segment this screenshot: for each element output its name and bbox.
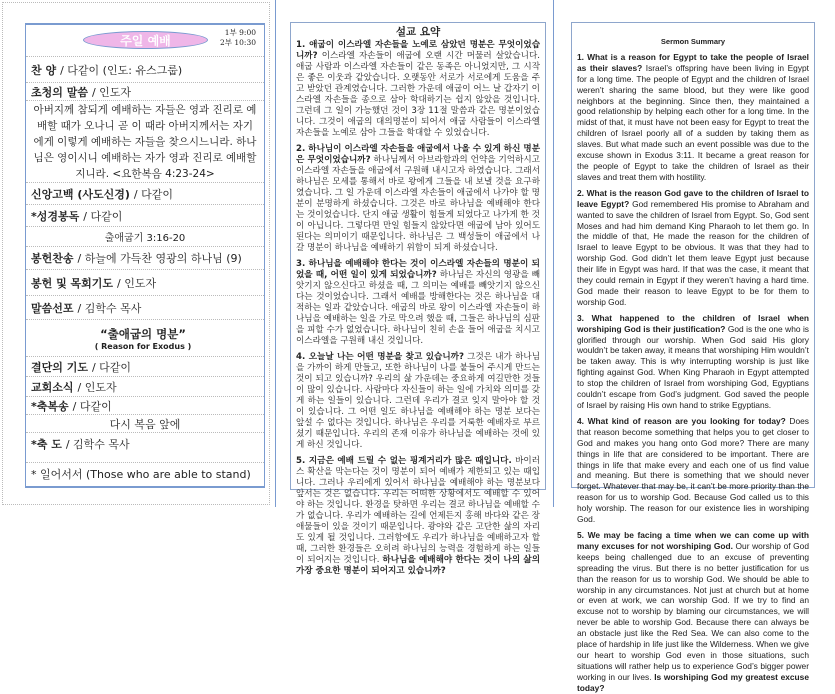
blessing-song-title: 다시 복음 앞에 (26, 415, 264, 433)
order-item (26, 357, 264, 377)
worship-title: 주일 예배 (83, 31, 208, 49)
order-item (26, 296, 264, 320)
question: 4. What kind of reason are you looking for today? (577, 415, 786, 426)
order-item (26, 247, 264, 270)
korean-sermon-summary (290, 22, 546, 576)
summary-section (296, 144, 540, 254)
second-service-time: 2부 10:30 (219, 38, 256, 47)
question: 1. 애굽이 이스라엘 자손들을 노예로 삼았던 명분은 무엇이었습니까? (296, 40, 540, 61)
answer: Our worship of God keeps being challenged due to an excuse of preventing spreading the virus. But there is no better justification for us than the reason for us to worship God. We should be able to worship in any circumstances. Not just at church but at home or even at work, we can worship God. If we try to find an excuse not to worship by blaming our circumstances, we will never be able to worship God. Because there can always be an obstacle just like the Red Sea. We can also come to the place of hardship in life just like the Wilderness. When we give our heart to worship God even in those situations, such situations will rather help us to experience God’s bigger power working in our lives. (577, 540, 809, 682)
order-item (26, 377, 264, 397)
item-detail: / 김학수 목사 (77, 301, 142, 315)
question: 1. What is a reason for Egypt to take the people of Israel as their slaves? (577, 51, 809, 73)
closing-question: 하나님을 예배해야 한다는 것이 나의 삶의 가장 중요한 명분이 되어지고 있습니까? (296, 555, 540, 576)
order-item (26, 183, 264, 205)
order-item (26, 397, 264, 415)
order-item (26, 83, 264, 101)
summary-section (296, 259, 540, 347)
item-detail: / 하늘에 가득찬 영광의 하나님 (9) (77, 252, 242, 265)
reading-passage: 출애굽기 3:16-20 (26, 227, 264, 247)
item-detail: / 다같이 (91, 360, 132, 374)
question: 4. 오늘날 나는 어떤 명분을 찾고 있습니까? (296, 352, 464, 362)
summary-title: 설교 요약 (395, 26, 441, 38)
question: 3. What happened to the children of Israel when worshiping God is their justification? (577, 312, 809, 334)
answer: 바이러스 확산을 막는다는 것이 명분이 되어 예배가 제한되고 있는 때입니다. 그러나 우리에게 있어서 하나님을 예배해야 하는 명분보다 앞서는 것은 없습니다. 우리는 어떠한 상황에서도 예배할 수 있어야 하는 것입니다. 환경을 탓하면 우리는 결코 하나님을 예배할 수가 없습니다. 우리가 예배하는 길에 언제든지 홍해 바다와 같은 장애물들이 있을 것이기 때문입니다. 광야와 같은 고단한 삶의 자리도 있게 될 것입니다. 그러함에도 우리가 하나님을 예배하고자 할 때, 그러한 환경들은 오히려 하나님의 능력을 경험하게 하는 일들이 되어지는 것입니다. (296, 456, 541, 565)
sermon-title: “출애굽의 명분” (100, 326, 186, 341)
answer: God is the one who is glorified through our worship. When God said His glory wouldn’t be taken away, it means that worshiping Him wouldn’t be taken away. This is why interrupting worship is just like fighting against God. When King Pharaoh in Egypt attempted to stop the children of Israel from worshiping God, Egyptians couldn’t escape from God’s judgment. God saved the people of Israel by raising His own hand to strike Egyptians. (577, 323, 809, 410)
item-label: 봉헌 및 목회기도 (31, 276, 114, 290)
answer: Israel’s offspring have been living in Egypt for a long time. The people of Egypt and the children of Israel weren’t sharing the same blood, but they were like good neighbors at the beginning. Since then, they maintained a good relationship by helping each other for a long time. In the midst of that, it must have not been easy for Egypt to treat the children of Israel poorly all of a sudden by taking them as slaves. But what made such an event possible was due to the excuse shown in Exodus 3:11. It became a great reason for the people of Egypt to take the children of Israel as their slaves and treat them with hostility. (577, 62, 809, 182)
summary-section (296, 352, 540, 451)
page-divider (275, 0, 276, 507)
service-times (220, 28, 256, 48)
footnote: * 일어서서 (Those who are able to stand) (31, 468, 251, 481)
item-detail: / 인도자 (117, 276, 157, 290)
summary-section (577, 52, 809, 183)
item-label: 교회소식 (31, 380, 74, 394)
item-label: 찬 양 (31, 64, 57, 77)
item-detail: / 김학수 목사 (65, 438, 130, 451)
question: 2. 하나님이 이스라엘 자손들을 애굽에서 나올 수 있게 하신 명분은 무엇이었습니까? (296, 144, 540, 165)
page-divider (553, 0, 554, 507)
item-label: 봉헌찬송 (31, 252, 74, 265)
order-of-worship (25, 23, 265, 488)
summary-section (577, 416, 809, 525)
first-service-time: 1부 9:00 (224, 28, 256, 37)
summary-section (296, 456, 540, 577)
sermon-title-block (26, 320, 264, 357)
question: 5. We may be facing a time when we can come up with many excuses for not worshiping God. (577, 529, 809, 551)
bulletin-page (2, 2, 270, 505)
order-item (26, 58, 264, 83)
order-item (26, 270, 264, 296)
summary-section (577, 188, 809, 308)
question: 2. What is the reason God gave to the children of Israel to leave Egypt? (577, 187, 809, 209)
answer: God remembered His promise to Abraham and wanted to save the children of Israel from Egypt. So, God sent Moses and had him demand King Pharaoh to let them go. In the middle of that, He made the reason for the children of Israel to leave Egypt to be obvious. It was that they had to worship God. God didn’t let them leave Egypt just because their life in Egypt was hard. If that was the case, it meant that they could remain in Egypt if they weren’t having a hard time. God made their reason to leave Egypt to be for them to worship God. (577, 198, 809, 307)
closing-question: Is worshiping God my greatest excuse today? (577, 671, 809, 693)
item-detail: / 다같이 (83, 209, 123, 223)
answer: 이스라엘 자손들이 애굽에 오랜 시간 머물러 살았습니다. 애굽 사람과 이스라엘 자손들이 같은 동족은 아니었지만, 그 시작은 좋은 이웃과 같았습니다. 오랫동안 서로가 서로에게 도움을 주고 받았던 관계였습니다. 그러한 가운데 애굽이 어느 날 갑자기 이스라엘 자손들을 종으로 삼아 학대하기는 쉽지 않았을 것입니다. 그런데 그 일이 가능했던 것이 3장 11절 말씀과 같은 명분이었습니다. 그것이 애굽의 대의명분이 되어서 애굽 사람들이 이스라엘 자손들을 노예로 삼아 그들을 학대할 수 있었습니다. (296, 51, 540, 138)
summary-section (577, 313, 809, 411)
answer: Does that reason become something that helps you to get closer to God and makes you hang onto God more? There are many things in life that are considered to be important. There are things in life that make every and each one of us find value and meaning. But there is something that we should never forget. Whatever that may be, it can’t be more priority than the reason for us to worship God. Because God called us to this holy worship. The reason for our existence lies in worshiping God. (577, 415, 809, 525)
item-label: 말씀선포 (31, 301, 74, 315)
item-label: *축복송 (31, 399, 69, 413)
item-detail: / 인도자 (77, 380, 117, 394)
item-label: *성경봉독 (31, 209, 80, 223)
order-item (26, 433, 264, 463)
sermon-subtitle: ( Reason for Exodus ) (94, 341, 192, 351)
worship-header (26, 25, 264, 57)
answer: 하나님께서 아브라함과의 언약을 기억하시고 이스라엘 자손들을 애굽에서 구원해 내시고자 하였습니다. 그래서 하나님은 모세를 통해서 바로 왕에게 그들을 내 보낼 것을 요구하였습니다. 그 일 가운데 이스라엘 자손들이 애굽에서 나가야 할 명분이 분명하게 하셨습니다. 그것은 바로 하나님을 예배해야 한다는 것이었습니다. 단지 애굽 생활이 힘들게 되었다고 나가게 한 것이 아닙니다. 그렇다면 만일 힘들지 않았다면 애굽에 남아 있어도 된다는 의미이기 때문입니다. 하나님은 그 백성들이 애굽에서 나갈 명분이 하나님을 예배하기 위함이 되게 하셨습니다. (296, 155, 540, 253)
question: 3. 하나님을 예배해야 한다는 것이 이스라엘 자손들의 명분이 되었을 때, 어떤 일이 있게 되었습니까? (296, 259, 540, 280)
scripture-text: 아버지께 참되게 예배하는 자들은 영과 진리로 예배할 때가 오나니 곧 이 때라 아버지께서는 자기에게 이렇게 예배하는 자들을 찾으시느니라. 하나님은 영이시니 예배하는 자가 영과 진리로 예배할지니라. <요한복음 4:23-24> (26, 101, 264, 183)
english-sermon-summary (571, 22, 815, 693)
summary-title: Sermon Summary (660, 37, 726, 46)
item-detail: / 다같이 (72, 399, 112, 413)
summary-section (577, 530, 809, 694)
item-label: 초청의 말씀 (31, 85, 88, 99)
item-detail: / 인도자 (91, 85, 132, 99)
summary-section (296, 40, 540, 139)
item-label: 결단의 기도 (31, 360, 88, 374)
item-label: *축 도 (31, 438, 62, 451)
order-item (26, 205, 264, 227)
answer: 그것은 내가 하나님을 가까이 하게 만들고, 또한 하나님이 나를 붙들어 주시게 만드는 것이 되고 있습니까? 우리의 삶 가운데는 중요하게 여길만한 것들이 많이 있습니다. 사람마다 자신들이 하는 일에 가치와 의미를 갖게 하는 일들이 있습니다. 그런데 우리가 결코 잊지 말아야 할 것이 있습니다. 그 어떤 일도 하나님을 예배해야 하는 명분 보다는 앞설 수 없다는 것입니다. 하나님은 우리를 거룩한 예배자로 부르셨기 때문입니다. 우리의 존재 이유가 하나님을 예배하는 것에 있게 하신 것입니다. (296, 352, 541, 450)
item-detail: / 다같이 (인도: 유스그룹) (60, 64, 183, 77)
item-label: 신앙고백 (사도신경) (31, 187, 130, 201)
answer: 하나님은 자신의 영광을 빼앗기지 않으신다고 하셨을 때, 그 의미는 예배를 빼앗기지 않으신다는 것이었습니다. 그래서 예배를 방해한다는 것은 하나님을 대적하는 일과 같았습니다. 애굽의 바로 왕이 이스라엘 자손들이 하나님을 예배하는 일을 가로 막으려 했을 때, 그들은 하나님의 심판을 피할 수가 없었습니다. 하나님이 친히 손을 들어 애굽을 치시고 이스라엘을 구원해 내신 것입니다. (296, 270, 540, 346)
question: 5. 지금은 예배 드릴 수 없는 핑계거리가 많은 때입니다. (296, 456, 512, 466)
item-detail: / 다같이 (133, 187, 173, 201)
